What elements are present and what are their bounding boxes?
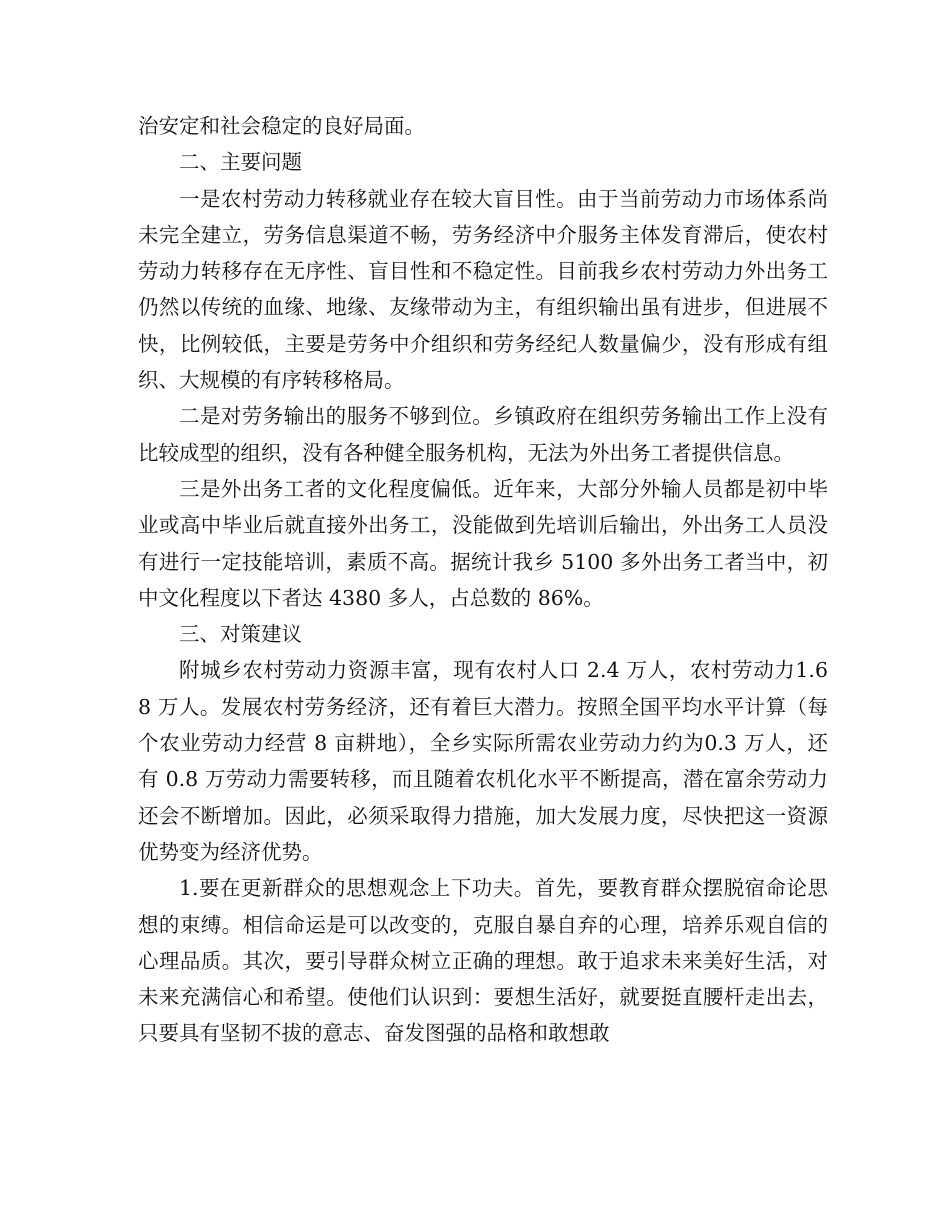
paragraph-problem-two: 二是对劳务输出的服务不够到位。乡镇政府在组织劳务输出工作上没有比较成型的组织，没有各种健全服务机构，无法为外出务工者提供信息。 xyxy=(138,404,828,465)
paragraph-continuation: 治安定和社会稳定的良好局面。 xyxy=(138,114,425,138)
paragraph-problem-three: 三是外出务工者的文化程度偏低。近年来，大部分外输人员都是初中毕业或高中毕业后就直接外出务工，没能做到先培训后输出，外出务工人员没有进行一定技能培训，素质不高。据统计我乡 5100 多外出务工者当中，初中文化程度以下者达 4380 多人，占总数的 86%。 xyxy=(138,476,828,610)
paragraph-problem-one: 一是农村劳动力转移就业存在较大盲目性。由于当前劳动力市场体系尚未完全建立，劳务信息渠道不畅，劳务经济中介服务主体发育滞后，使农村劳动力转移存在无序性、盲目性和不稳定性。目前我乡农村劳动力外出务工仍然以传统的血缘、地缘、友缘带动为主，有组织输出虽有进步，但进展不快，比例较低，主要是劳务中介组织和劳务经纪人数量偏少，没有形成有组织、大规模的有序转移格局。 xyxy=(138,186,828,393)
section-heading-main-problems: 二、主要问题 xyxy=(179,150,302,175)
document-page xyxy=(138,108,828,1052)
paragraph-suggestions-intro: 附城乡农村劳动力资源丰富，现有农村人口 2.4 万人，农村劳动力1.6 8 万人。发展农村劳务经济，还有着巨大潜力。按照全国平均水平计算（每个农业劳动力经营 8 亩耕地），全乡实际所需农业劳动力约为0.3 万人，还有 0.8 万劳动力需要转移，而且随着农机化水平不断提高，潜在富余劳动力还会不断增加。因此，必须采取得力措施，加大发展力度，尽快把这一资源优势变为经济优势。 xyxy=(138,658,828,864)
paragraph-suggestion-one: 1.要在更新群众的思想观念上下功夫。首先，要教育群众摆脱宿命论思想的束缚。相信命运是可以改变的，克服自暴自弃的心理，培养乐观自信的心理品质。其次，要引导群众树立正确的理想。敢于追求未来美好生活，对未来充满信心和希望。使他们认识到：要想生活好，就要挺直腰杆走出去，只要具有坚韧不拔的意志、奋发图强的品格和敢想敢 xyxy=(138,876,828,1046)
section-heading-suggestions: 三、对策建议 xyxy=(179,622,302,647)
